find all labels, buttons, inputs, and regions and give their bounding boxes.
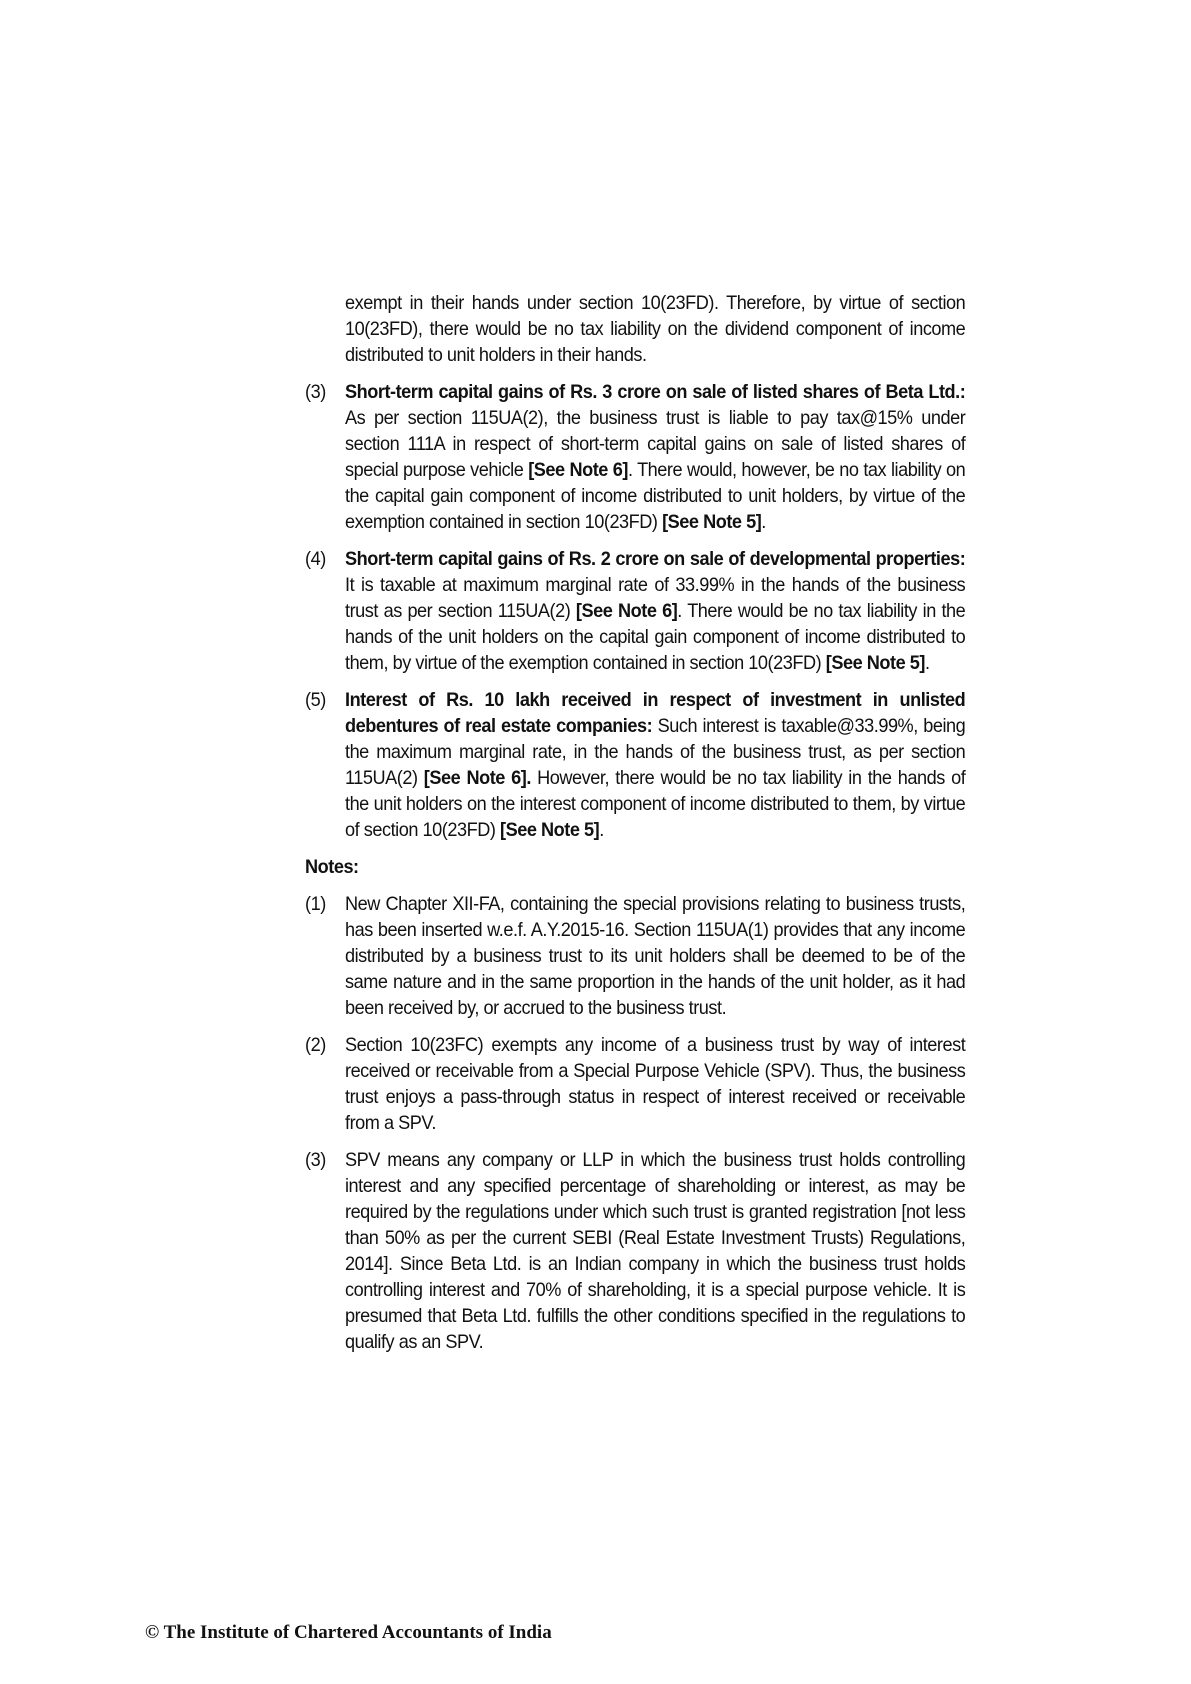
item-text: However, there would be no tax liability in the hands of the unit holders on the interest component of income distributed to them, by virtue of section 10(23FD) <box>344 767 966 841</box>
note-reference: [See Note 5] <box>662 511 762 533</box>
item-text: Such interest is taxable@33.99%, being the maximum marginal rate, in the hands of the business trust, as per section 115UA(2) <box>344 715 966 789</box>
list-item <box>305 379 965 535</box>
item-text: . There would be no tax liability in the hands of the unit holders on the capital gain component of income distributed to them, by virtue of the exemption contained in section 10(23FD) <box>344 600 966 674</box>
note-reference: [See Note 6] <box>528 459 628 481</box>
note-item <box>305 891 965 1021</box>
continuation-paragraph: exempt in their hands under section 10(23FD). Therefore, by virtue of section 10(23FD), there would be no tax liability on the dividend component of income distributed to unit holders in their hands. <box>344 292 966 366</box>
note-text: New Chapter XII-FA, containing the special provisions relating to business trusts, has been inserted w.e.f. A.Y.2015-16. Section 115UA(1) provides that any income distributed by a business trust to its unit holders shall be deemed to be of the same nature and in the same proportion in the hands of the unit holder, as it had been received by, or accrued to the business trust. <box>344 893 966 1019</box>
note-reference: [See Note 6]. <box>423 767 531 789</box>
note-item <box>305 1032 965 1136</box>
item-number: (3) <box>305 381 326 403</box>
item-body <box>345 546 965 676</box>
note-reference: [See Note 5] <box>825 652 926 674</box>
note-item <box>305 1147 965 1355</box>
note-number: (3) <box>305 1149 326 1171</box>
item-number: (4) <box>305 548 326 570</box>
item-heading: Short-term capital gains of Rs. 3 crore on sale of listed shares of Beta Ltd.: <box>344 381 966 403</box>
document-body <box>305 290 965 1366</box>
item-text: . <box>925 652 930 674</box>
item-heading: Short-term capital gains of Rs. 2 crore on sale of developmental properties: <box>344 548 966 570</box>
note-reference: [See Note 6] <box>575 600 678 622</box>
note-number: (2) <box>305 1034 326 1056</box>
item-text: . There would, however, be no tax liability on the capital gain component of income distributed to unit holders, by virtue of the exemption contained in section 10(23FD) <box>344 459 966 533</box>
item-text: . <box>599 819 604 841</box>
item-text: . <box>761 511 766 533</box>
item-text: It is taxable at maximum marginal rate of 33.99% in the hands of the business trust as per section 115UA(2) <box>344 574 966 622</box>
item-number: (5) <box>305 689 326 711</box>
page-footer: © The Institute of Chartered Accountants of India <box>145 1622 552 1643</box>
item-heading: Interest of Rs. 10 lakh received in respect of investment in unlisted debentures of real estate companies: <box>344 689 966 737</box>
note-reference: [See Note 5] <box>499 819 600 841</box>
note-number: (1) <box>305 893 326 915</box>
note-text: SPV means any company or LLP in which the business trust holds controlling interest and any specified percentage of shareholding or interest, as may be required by the regulations under which such trust is granted registration [not less than 50% as per the current SEBI (Real Estate Investment Trusts) Regulations, 2014]. Since Beta Ltd. is an Indian company in which the business trust holds controlling interest and 70% of shareholding, it is a special purpose vehicle. It is presumed that Beta Ltd. fulfills the other conditions specified in the regulations to qualify as an SPV. <box>344 1149 966 1353</box>
item-body <box>345 687 965 843</box>
list-item <box>305 546 965 676</box>
notes-heading: Notes: <box>305 856 359 878</box>
note-text: Section 10(23FC) exempts any income of a business trust by way of interest received or receivable from a Special Purpose Vehicle (SPV). Thus, the business trust enjoys a pass-through status in respect of interest received or receivable from a SPV. <box>344 1034 966 1134</box>
item-text: As per section 115UA(2), the business trust is liable to pay tax@15% under section 111A in respect of short-term capital gains on sale of listed shares of special purpose vehicle <box>344 407 966 481</box>
item-body <box>345 379 965 535</box>
list-item <box>305 687 965 843</box>
